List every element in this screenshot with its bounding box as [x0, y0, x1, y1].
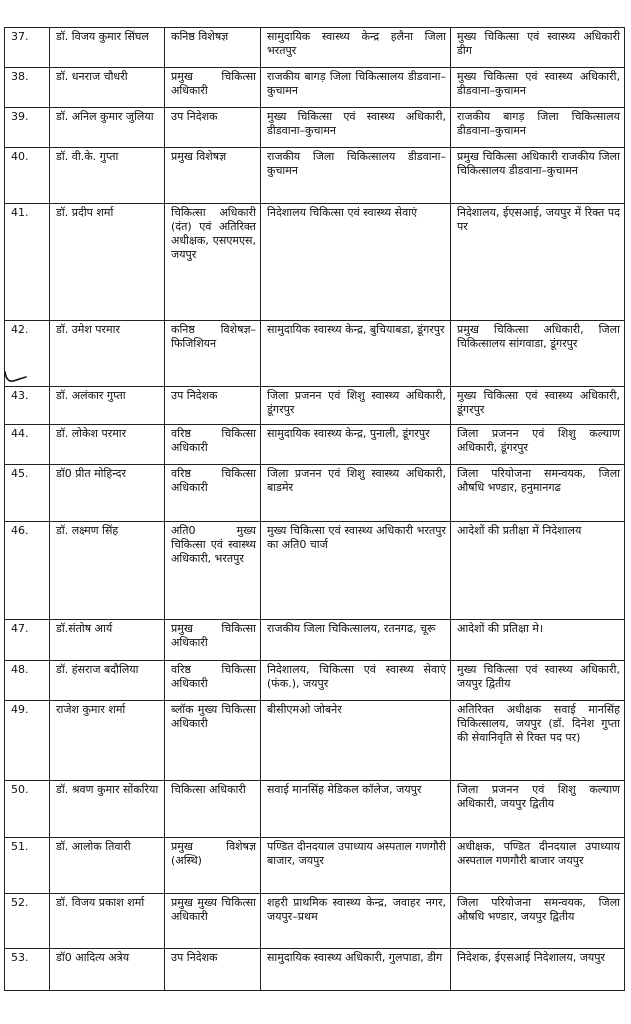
current-posting: सामुदायिक स्वास्थ्य केन्द्र, बुचियाबडा, डूंगरपुर	[261, 321, 451, 387]
designation: प्रमुख चिकित्सा अधिकारी	[165, 68, 261, 108]
new-posting: जिला परियोजना समन्वयक, जिला औषधि भण्डार, जयपुर द्वितीय	[451, 894, 625, 949]
new-posting: अधीक्षक, पण्डित दीनदयाल उपाध्याय अस्पताल गणगौरी बाजार जयपुर	[451, 838, 625, 894]
designation: प्रमुख मुख्य चिकित्सा अधिकारी	[165, 894, 261, 949]
row-number: 50.	[5, 781, 50, 838]
officer-name: डॉ. अलंकार गुप्ता	[50, 387, 165, 425]
officer-name: डॉ. प्रदीप शर्मा	[50, 204, 165, 321]
table-row	[5, 28, 625, 68]
table-row	[5, 68, 625, 108]
row-number: 38.	[5, 68, 50, 108]
new-posting: प्रमुख चिकित्सा अधिकारी, जिला चिकित्सालय सांगवाडा, डूंगरपुर	[451, 321, 625, 387]
designation: ब्लॉक मुख्य चिकित्सा अधिकारी	[165, 701, 261, 781]
row-number: 40.	[5, 148, 50, 204]
designation: कनिष्ठ विशेषज्ञ	[165, 28, 261, 68]
new-posting: अतिरिक्त अधीक्षक सवाई मानसिंह चिकित्सालय, जयपुर (डॉ. दिनेश गुप्ता की सेवानिवृति से रिक्त पद पर)	[451, 701, 625, 781]
current-posting: पण्डित दीनदयाल उपाध्याय अस्पताल गणगौरी बाजार, जयपुर	[261, 838, 451, 894]
designation: वरिष्ठ चिकित्सा अधिकारी	[165, 465, 261, 522]
officer-name: डॉ. विजय प्रकाश शर्मा	[50, 894, 165, 949]
current-posting: मुख्य चिकित्सा एवं स्वास्थ्य अधिकारी, डीडवाना–कुचामन	[261, 108, 451, 148]
row-number: 43.	[5, 387, 50, 425]
row-number: 52.	[5, 894, 50, 949]
officer-name: डॉ.संतोष आर्य	[50, 620, 165, 661]
officer-name: राजेश कुमार शर्मा	[50, 701, 165, 781]
current-posting: मुख्य चिकित्सा एवं स्वास्थ्य अधिकारी भरतपुर का अति0 चार्ज	[261, 522, 451, 620]
current-posting: बीसीएमओ जोबनेर	[261, 701, 451, 781]
designation: उप निदेशक	[165, 108, 261, 148]
row-number: 44.	[5, 425, 50, 465]
table-row	[5, 522, 625, 620]
designation: अति0 मुख्य चिकित्सा एवं स्वास्थ्य अधिकारी, भरतपुर	[165, 522, 261, 620]
officer-name: डॉ. श्रवण कुमार सोंकरिया	[50, 781, 165, 838]
designation: चिकित्सा अधिकारी	[165, 781, 261, 838]
designation: उप निदेशक	[165, 949, 261, 991]
table-row	[5, 661, 625, 701]
row-number: 49.	[5, 701, 50, 781]
handwritten-tick-mark	[3, 370, 27, 384]
row-number: 51.	[5, 838, 50, 894]
new-posting: मुख्य चिकित्सा एवं स्वास्थ्य अधिकारी, जयपुर द्वितीय	[451, 661, 625, 701]
officer-name: डॉ. विजय कुमार सिंघल	[50, 28, 165, 68]
row-number: 47.	[5, 620, 50, 661]
designation: कनिष्ठ विशेषज्ञ– फिजिशियन	[165, 321, 261, 387]
table-row	[5, 701, 625, 781]
officer-name: डॉ. लक्ष्मण सिंह	[50, 522, 165, 620]
new-posting: निदेशालय, ईएसआई, जयपुर में रिक्त पद पर	[451, 204, 625, 321]
new-posting: मुख्य चिकित्सा एवं स्वास्थ्य अधिकारी, डीडवाना–कुचामन	[451, 68, 625, 108]
table-row	[5, 204, 625, 321]
officer-name: डॉ0 आदित्य अत्रेय	[50, 949, 165, 991]
transfer-table-body	[5, 28, 625, 991]
row-number: 42.	[5, 321, 50, 387]
designation: वरिष्ठ चिकित्सा अधिकारी	[165, 661, 261, 701]
officer-name: डॉ0 प्रीत मोहिन्दर	[50, 465, 165, 522]
table-row	[5, 894, 625, 949]
table-row	[5, 321, 625, 387]
table-row	[5, 781, 625, 838]
table-row	[5, 949, 625, 991]
officer-name: डॉ. लोकेश परमार	[50, 425, 165, 465]
current-posting: सामुदायिक स्वास्थ्य अधिकारी, गुलपाडा, डीग	[261, 949, 451, 991]
officer-name: डॉ. वी.के. गुप्ता	[50, 148, 165, 204]
table-row	[5, 838, 625, 894]
current-posting: सामुदायिक स्वास्थ्य केन्द्र हलैना जिला भरतपुर	[261, 28, 451, 68]
new-posting: आदेशों की प्रतिक्षा मे।	[451, 620, 625, 661]
designation: प्रमुख विशेषज्ञ	[165, 148, 261, 204]
table-row	[5, 108, 625, 148]
designation: प्रमुख विशेषज्ञ (अस्थि)	[165, 838, 261, 894]
new-posting: जिला प्रजनन एवं शिशु कल्याण अधिकारी, जयपुर द्वितीय	[451, 781, 625, 838]
officer-name: डॉ. उमेश परमार	[50, 321, 165, 387]
table-row	[5, 465, 625, 522]
transfer-table	[4, 27, 625, 991]
current-posting: निदेशालय चिकित्सा एवं स्वास्थ्य सेवाएं	[261, 204, 451, 321]
current-posting: शहरी प्राथमिक स्वास्थ्य केन्द्र, जवाहर नगर, जयपुर–प्रथम	[261, 894, 451, 949]
new-posting: आदेशों की प्रतीक्षा में निदेशालय	[451, 522, 625, 620]
row-number: 37.	[5, 28, 50, 68]
officer-name: डॉ. अनिल कुमार जुलिया	[50, 108, 165, 148]
new-posting: राजकीय बागड़ जिला चिकित्सालय डीडवाना–कुचामन	[451, 108, 625, 148]
designation: चिकित्सा अधिकारी (दंत) एवं अतिरिक्त अधीक्षक, एसएमएस, जयपुर	[165, 204, 261, 321]
designation: उप निदेशक	[165, 387, 261, 425]
table-row	[5, 620, 625, 661]
new-posting: मुख्य चिकित्सा एवं स्वास्थ्य अधिकारी डीग	[451, 28, 625, 68]
table-row	[5, 387, 625, 425]
new-posting: जिला परियोजना समन्वयक, जिला औषधि भण्डार, हनुमानगढ	[451, 465, 625, 522]
current-posting: राजकीय बागड़ जिला चिकित्सालय डीडवाना–कुचामन	[261, 68, 451, 108]
table-row	[5, 148, 625, 204]
current-posting: जिला प्रजनन एवं शिशु स्वास्थ्य अधिकारी, बाडमेर	[261, 465, 451, 522]
row-number: 45.	[5, 465, 50, 522]
table-row	[5, 425, 625, 465]
new-posting: प्रमुख चिकित्सा अधिकारी राजकीय जिला चिकित्सालय डीडवाना–कुचामन	[451, 148, 625, 204]
new-posting: जिला प्रजनन एवं शिशु कल्याण अधिकारी, डूंगरपुर	[451, 425, 625, 465]
current-posting: राजकीय जिला चिकित्सालय, रतनगढ, चूरू	[261, 620, 451, 661]
designation: प्रमुख चिकित्सा अधिकारी	[165, 620, 261, 661]
designation: वरिष्ठ चिकित्सा अधिकारी	[165, 425, 261, 465]
row-number: 53.	[5, 949, 50, 991]
row-number: 48.	[5, 661, 50, 701]
current-posting: निदेशालय, चिकित्सा एवं स्वास्थ्य सेवाएं (फंक.), जयपुर	[261, 661, 451, 701]
new-posting: निदेशक, ईएसआई निदेशालय, जयपुर	[451, 949, 625, 991]
current-posting: सामुदायिक स्वास्थ्य केन्द्र, पुनाली, डूंगरपुर	[261, 425, 451, 465]
current-posting: सवाई मानसिंह मेडिकल कॉलेज, जयपुर	[261, 781, 451, 838]
new-posting: मुख्य चिकित्सा एवं स्वास्थ्य अधिकारी, डूंगरपुर	[451, 387, 625, 425]
row-number: 46.	[5, 522, 50, 620]
officer-name: डॉ. हंसराज बदौलिया	[50, 661, 165, 701]
officer-name: डॉ. आलोक तिवारी	[50, 838, 165, 894]
current-posting: राजकीय जिला चिकित्सालय डीडवाना–कुचामन	[261, 148, 451, 204]
row-number: 39.	[5, 108, 50, 148]
officer-name: डॉ. धनराज चौधरी	[50, 68, 165, 108]
row-number: 41.	[5, 204, 50, 321]
current-posting: जिला प्रजनन एवं शिशु स्वास्थ्य अधिकारी, डूंगरपुर	[261, 387, 451, 425]
